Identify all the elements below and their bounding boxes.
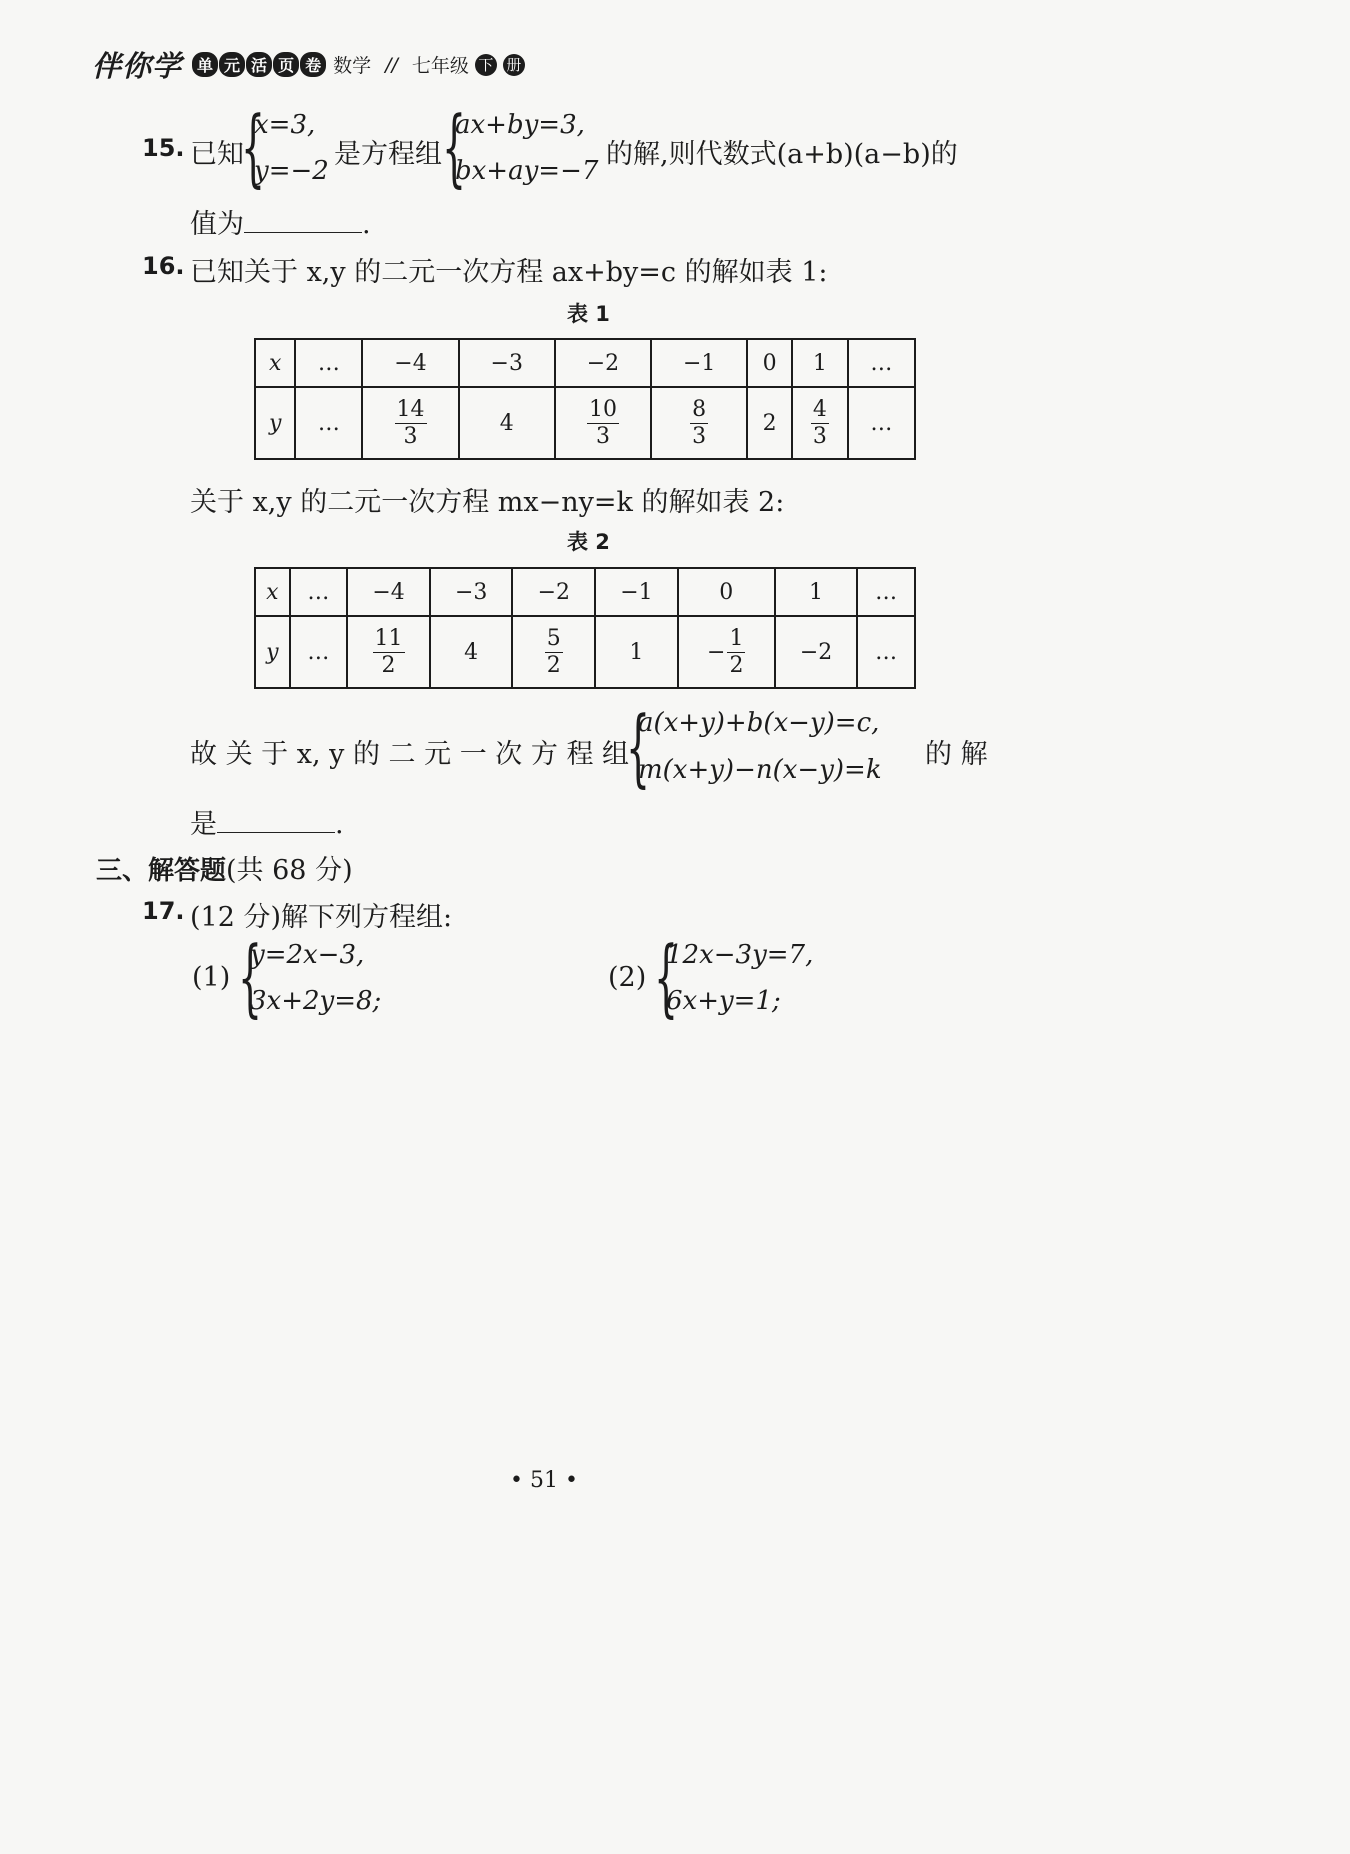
table-cell: …: [290, 568, 348, 616]
volume-circle: 下: [475, 54, 497, 76]
volume-text: 册: [503, 54, 525, 76]
table-cell: [792, 387, 848, 459]
table-cell: …: [290, 616, 348, 688]
q15-system-line2: bx+ay=−7: [455, 156, 599, 186]
table-cell: 4: [430, 616, 513, 688]
table-cell: …: [857, 616, 915, 688]
denominator: 3: [812, 423, 827, 449]
badge-char: 元: [219, 52, 245, 77]
table-cell: 0: [747, 339, 792, 387]
header-grade: 七年级: [411, 55, 469, 77]
series-badges: [192, 52, 327, 77]
table-cell: …: [848, 339, 915, 387]
table-cell: [555, 387, 651, 459]
section-heading: [96, 848, 353, 887]
table-cell: …: [295, 387, 362, 459]
q16-line1: 已知关于 x,y 的二元一次方程 ax+by=c 的解如表 1:: [190, 257, 828, 288]
q15-mid: 是方程组: [334, 139, 442, 170]
left-brace: {: [654, 928, 679, 1026]
table-cell: −2: [512, 568, 595, 616]
left-brace: {: [238, 928, 263, 1026]
table-cell: −3: [459, 339, 555, 387]
section-title: 三、解答题: [96, 856, 227, 886]
numerator: 5: [546, 626, 561, 652]
fraction: [587, 397, 619, 449]
numerator: 1: [729, 626, 744, 652]
question-number: 15.: [142, 134, 185, 162]
q16-line3-tail: 的 解: [925, 739, 988, 770]
denominator: 3: [403, 423, 418, 449]
part-1-label: (1): [192, 962, 231, 993]
table-cell: −3: [430, 568, 513, 616]
fraction: [373, 626, 405, 678]
q15-continuation: [190, 202, 371, 241]
part-2-line2: 6x+y=1;: [666, 986, 781, 1016]
left-brace: {: [442, 98, 467, 196]
q15-system-line1: ax+by=3,: [455, 110, 585, 140]
fraction: [395, 397, 427, 449]
badge-char: 单: [192, 52, 218, 77]
numerator: 14: [396, 397, 425, 423]
table-header-cell: y: [255, 616, 290, 688]
part-1-line2: 3x+2y=8;: [250, 986, 382, 1016]
period: .: [362, 209, 371, 240]
table-cell: −2: [775, 616, 858, 688]
section-points: (共 68 分): [226, 855, 353, 886]
table-cell: [512, 616, 595, 688]
table-header-cell: x: [255, 568, 290, 616]
table-cell: 4: [459, 387, 555, 459]
table-row-y: [255, 616, 915, 688]
part-2-line1: 12x−3y=7,: [666, 940, 814, 970]
numerator: 11: [374, 626, 403, 652]
q17-text: (12 分)解下列方程组:: [190, 902, 453, 933]
denominator: 2: [546, 652, 561, 678]
table-cell: [347, 616, 430, 688]
q15-solution-line1: x=3,: [254, 110, 316, 140]
table1-caption: 表 1: [567, 302, 610, 326]
table-cell: [362, 387, 458, 459]
page-number: • 51 •: [510, 1468, 578, 1493]
sign: −: [707, 639, 726, 665]
q16-line2: 关于 x,y 的二元一次方程 mx−ny=k 的解如表 2:: [190, 487, 785, 518]
table-cell: −1: [595, 568, 678, 616]
q16-system-line2: m(x+y)−n(x−y)=k: [638, 755, 882, 785]
brand-logo: 伴你学: [92, 49, 183, 83]
table-header-cell: y: [255, 387, 295, 459]
fraction: [545, 626, 563, 678]
answer-blank: [244, 208, 362, 233]
table-cell: 2: [747, 387, 792, 459]
q15-solution-line2: y=−2: [254, 156, 329, 186]
table-row-y: [255, 387, 915, 459]
fraction: [727, 626, 745, 678]
table-row-x: [255, 568, 915, 616]
question-number: 17.: [142, 897, 185, 925]
table-cell: …: [857, 568, 915, 616]
q16-line3-intro: 故 关 于 x, y 的 二 元 一 次 方 程 组: [190, 739, 630, 770]
table-cell: 1: [792, 339, 848, 387]
period: .: [335, 809, 344, 840]
badge-char: 活: [246, 52, 272, 77]
table-row-x: [255, 339, 915, 387]
badge-char: 卷: [300, 52, 326, 77]
answer-blank: [217, 808, 335, 833]
q15-cont-text: 值为: [190, 209, 244, 240]
table-cell: 1: [775, 568, 858, 616]
table-cell: −4: [347, 568, 430, 616]
table-cell: 0: [678, 568, 775, 616]
table-cell: −1: [651, 339, 747, 387]
table-1: [254, 338, 916, 460]
table-cell: −2: [555, 339, 651, 387]
badge-char: 页: [273, 52, 299, 77]
left-brace: {: [626, 698, 651, 796]
numerator: 10: [588, 397, 617, 423]
table2-caption: 表 2: [567, 530, 610, 554]
table-2: [254, 567, 916, 689]
table-cell: −4: [362, 339, 458, 387]
table-cell: [651, 387, 747, 459]
fraction: [690, 397, 708, 449]
table-cell: 1: [595, 616, 678, 688]
header-separator: //: [385, 53, 398, 76]
denominator: 3: [595, 423, 610, 449]
numerator: 4: [812, 397, 827, 423]
left-brace: {: [241, 98, 266, 196]
q16-continuation: [190, 802, 344, 841]
table-cell: …: [848, 387, 915, 459]
table-cell: [678, 616, 775, 688]
question-number: 16.: [142, 252, 185, 280]
denominator: 2: [729, 652, 744, 678]
q16-cont-text: 是: [190, 809, 217, 840]
fraction: [811, 397, 829, 449]
part-1-line1: y=2x−3,: [250, 940, 365, 970]
header-subject: 数学: [333, 55, 372, 77]
table-header-cell: x: [255, 339, 295, 387]
numerator: 8: [692, 397, 707, 423]
denominator: 2: [381, 652, 396, 678]
q15-tail: 的解,则代数式(a+b)(a−b)的: [606, 139, 958, 170]
denominator: 3: [692, 423, 707, 449]
q15-intro: 已知: [190, 139, 244, 170]
page-header: [92, 44, 525, 85]
table-cell: …: [295, 339, 362, 387]
q16-system-line1: a(x+y)+b(x−y)=c,: [638, 708, 880, 738]
part-2-label: (2): [608, 962, 647, 993]
